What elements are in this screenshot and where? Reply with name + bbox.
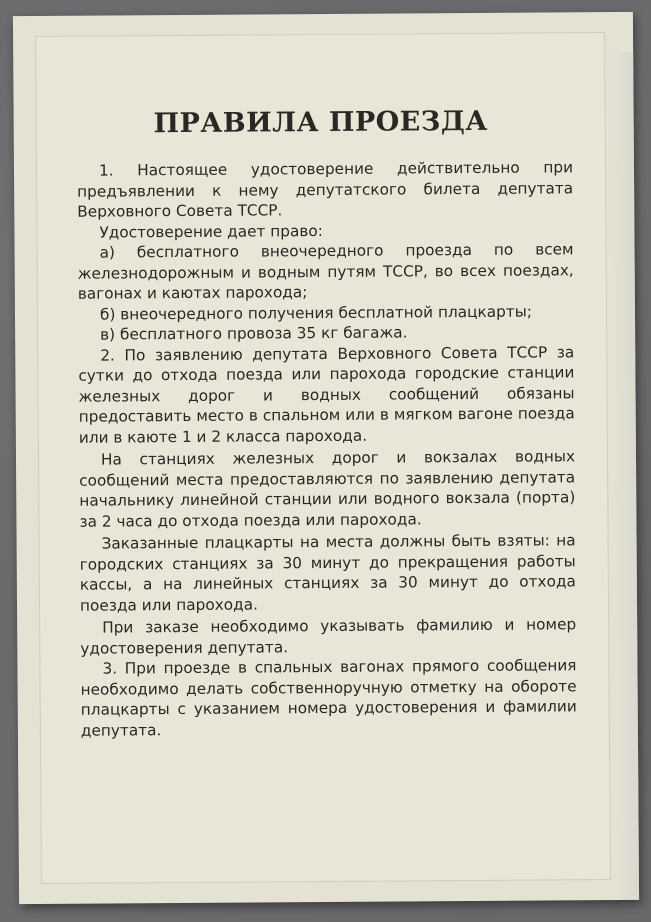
paragraph-10: 3. При проезде в спальных вагонах прямого сообщения необходимо делать собственноручную отметку на обороте плацкарты с указанием номера удостоверения и фамилии депутата. xyxy=(80,656,577,740)
document-inner-frame xyxy=(35,32,611,884)
paragraph-8: Заказанные плацкарты на места должны быть взяты: на городских станциях за 30 минут до прекращения работы кассы, а на линейных станциях за 30 минут до отхода поезда или парохода. xyxy=(79,531,576,615)
paragraph-4: б) внеочередного получения бесплатной плацкарты; xyxy=(99,302,533,324)
paragraph-1: 1. Настоящее удостоверение действительно при предъявлении к нему депутатского билета депутата Верховного Совета ТССР. xyxy=(77,158,574,221)
paragraph-3: а) бесплатного внеочередного проезда по всем железнодорожным и водным путям ТССР, во всех поездах, вагонах и каютах парохода; xyxy=(77,240,574,303)
paragraph-7: На станциях железных дорог и вокзалах водных сообщений места предоставляются по заявлению депутата начальнику линейной станции или водного вокзала (порта) за 2 часа до отхода поезда или парохода. xyxy=(79,447,576,531)
paragraph-6: 2. По заявлению депутата Верховного Совета ТССР за сутки до отхода поезда или парохода городские станции железных дорог и водных сообщений обязаны предоставить место в спальном или в мягком вагоне поезда или в каюте 1 и 2 класса парохода. xyxy=(78,342,575,447)
document-title: ПРАВИЛА ПРОЕЗДА xyxy=(153,105,488,140)
paragraph-9: При заказе необходимо указывать фамилию и номер удостоверения депутата. xyxy=(80,615,577,658)
paragraph-5: в) бесплатного провоза 35 кг багажа. xyxy=(100,323,408,344)
document-card xyxy=(13,12,639,904)
paragraph-2: Удостоверение дает право: xyxy=(99,221,323,242)
document-body xyxy=(77,157,577,740)
